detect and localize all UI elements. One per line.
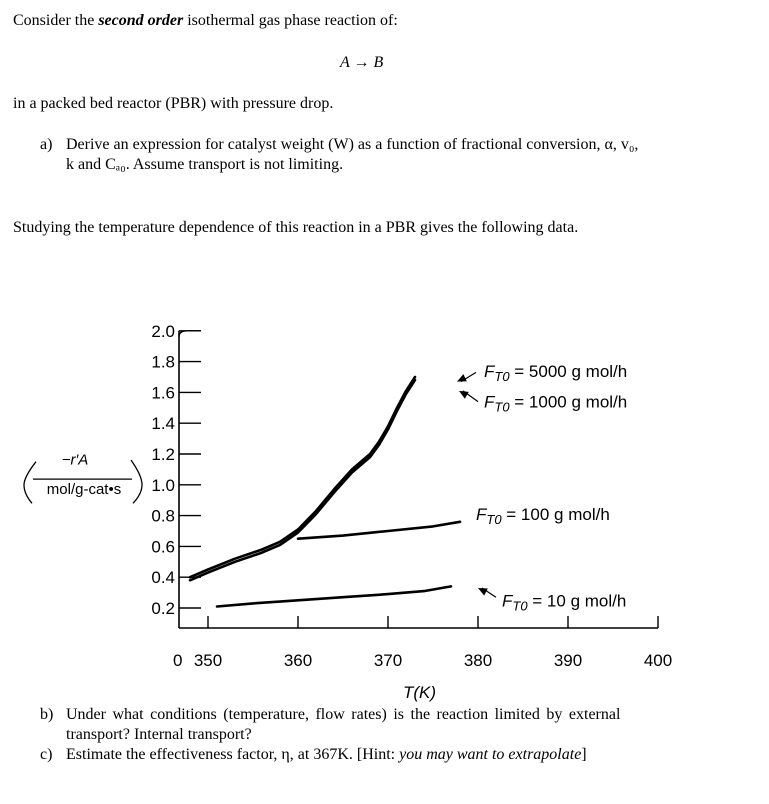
reaction-equation: A → B — [340, 54, 384, 71]
y-tick-label: 0.6 — [151, 537, 175, 557]
series-label-1: $F_{T0} = 1000$ g mol/h — [484, 392, 628, 415]
y-axis-label-right-bracket — [131, 460, 142, 503]
x-tick-label: 390 — [553, 651, 583, 670]
y-axis-label-bottom: mol/g-cat•s — [46, 480, 122, 498]
y-tick-label: 1.0 — [151, 475, 175, 495]
question-b-text — [66, 705, 716, 745]
question-b — [40, 705, 716, 747]
x-zero-label: 0 — [173, 651, 183, 670]
intro-line-1-post: isothermal gas phase reaction of: — [183, 12, 398, 29]
y-tick-label: 1.8 — [151, 352, 175, 372]
y-tick-label: 1.6 — [151, 383, 175, 403]
x-tick-label: 370 — [373, 651, 403, 670]
rate-vs-temperature-chart — [0, 260, 769, 710]
series-line-2 — [298, 522, 460, 539]
y-tick-label: 0.4 — [151, 568, 175, 588]
series-line-1 — [190, 380, 415, 580]
y-tick-label: 0.2 — [151, 599, 175, 618]
question-c-pre: Estimate the effectiveness factor, η, at 367K. [Hint: — [66, 746, 400, 763]
x-tick-label: 400 — [643, 651, 673, 670]
y-tick-label: 0.8 — [151, 506, 175, 526]
y-axis-top-corner — [179, 331, 201, 337]
question-a-label: a) — [40, 136, 53, 153]
y-tick-label: 1.2 — [151, 445, 175, 464]
intro-line-1-pre: Consider the — [13, 12, 99, 29]
y-axis-label-top: −r′A — [61, 451, 89, 469]
question-b-line-1: Under what conditions (temperature, flow rates) is the reaction limited by external — [66, 706, 621, 723]
question-a-text — [66, 135, 720, 175]
y-axis-label-left-bracket — [24, 462, 36, 504]
series-arrowhead-3 — [478, 588, 488, 596]
x-tick-label: 380 — [463, 651, 493, 670]
series-label-2: $F_{T0} = 100$ g mol/h — [476, 505, 610, 528]
question-a-line-1: Derive an expression for catalyst weight (W) as a function of fractional conversion, α, v₀, — [66, 136, 639, 153]
x-tick-label: 350 — [193, 651, 223, 670]
series-line-0 — [190, 377, 415, 577]
x-tick-label: 360 — [283, 651, 313, 670]
data-intro: Studying the temperature dependence of this reaction in a PBR gives the following data. — [13, 219, 579, 236]
question-c-label: c) — [40, 746, 53, 763]
series-label-3: $F_{T0} = 10$ g mol/h — [502, 591, 627, 614]
question-c-post: ] — [581, 746, 587, 763]
question-c-hint: you may want to extrapolate — [399, 746, 582, 763]
intro-line-1-emphasis: second order — [98, 12, 184, 29]
intro-line-1 — [13, 12, 398, 30]
series-arrowhead-1 — [459, 391, 469, 399]
question-b-label: b) — [40, 706, 54, 723]
question-c — [40, 745, 720, 767]
question-a — [40, 135, 720, 177]
chart-series — [190, 377, 460, 607]
chart-labels — [24, 362, 627, 702]
question-c-text — [66, 745, 587, 765]
series-line-3 — [217, 586, 451, 606]
series-label-0: $F_{T0} = 5000$ g mol/h — [484, 361, 628, 384]
intro-line-2: in a packed bed reactor (PBR) with pressure drop. — [13, 95, 334, 112]
y-tick-label: 1.4 — [151, 414, 175, 434]
question-b-line-2: transport? Internal transport? — [66, 726, 252, 743]
y-tick-label: 2.0 — [151, 321, 175, 341]
series-arrowhead-0 — [457, 374, 467, 382]
question-a-line-2: k and Cₐ₀. Assume transport is not limiting. — [66, 156, 344, 173]
x-axis-label: T(K) — [402, 683, 437, 702]
